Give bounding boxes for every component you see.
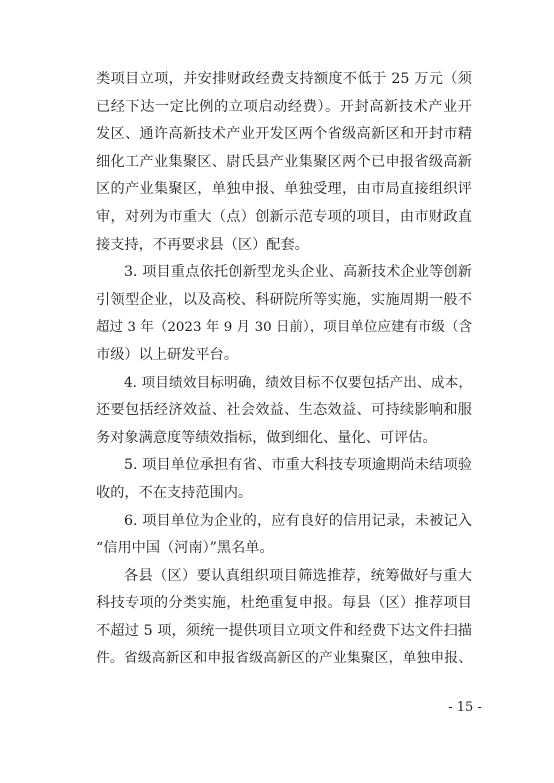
text-line: 收的，不在支持范围内。 <box>96 484 253 501</box>
text-line: 市级）以上研发平台。 <box>96 346 238 363</box>
text-line: 科技专项的分类实施，杜绝重复申报。每县（区）推荐项目 <box>96 595 472 612</box>
text-line: 件。省级高新区和申报省级高新区的产业集聚区，单独申报、 <box>96 650 472 667</box>
text-line: 区的产业集聚区，单独申报、单独受理，由市局直接组织评 <box>96 181 472 198</box>
text-line: 超过 3 年（2023 年 9 月 30 日前），项目单位应建有市级（含 <box>96 320 472 336</box>
text-line: “信用中国（河南）”黑名单。 <box>96 540 274 557</box>
text-line: 类项目立项，并安排财政经费支持额度不低于 25 万元（须 <box>96 71 472 87</box>
text-line: 已经下达一定比例的立项启动经费）。开封高新技术产业开 <box>96 98 472 115</box>
text-line: 审，对列为市重大（点）创新示范专项的项目，由市财政直 <box>96 208 472 225</box>
paragraph-start-line: 3. 项目重点依托创新型龙头企业、高新技术企业等创新 <box>124 264 472 281</box>
paragraph-start-line: 各县（区）要认真组织项目筛选推荐，统筹做好与重大 <box>124 567 472 584</box>
text-line: 不超过 5 项，须统一提供项目立项文件和经费下达文件扫描 <box>96 622 472 639</box>
body-text <box>96 66 472 673</box>
text-line: 还要包括经济效益、社会效益、生态效益、可持续影响和服 <box>96 402 472 419</box>
paragraph-start-line: 4. 项目绩效目标明确，绩效目标不仅要包括产出、成本， <box>124 374 472 391</box>
text-line: 接支持，不再要求县（区）配套。 <box>96 236 309 253</box>
paragraph-start-line: 6. 项目单位为企业的，应有良好的信用记录，未被记入 <box>124 512 472 529</box>
text-line: 务对象满意度等绩效指标，做到细化、量化、可评估。 <box>96 429 437 446</box>
text-line: 引领型企业，以及高校、科研院所等实施，实施周期一般不 <box>96 291 472 308</box>
paragraph-start-line: 5. 项目单位承担有省、市重大科技专项逾期尚未结项验 <box>124 457 472 474</box>
text-line: 细化工产业集聚区、尉氏县产业集聚区两个已申报省级高新 <box>96 153 472 170</box>
text-line: 发区、通许高新技术产业开发区两个省级高新区和开封市精 <box>96 126 472 143</box>
page-number: - 15 - <box>448 700 482 715</box>
